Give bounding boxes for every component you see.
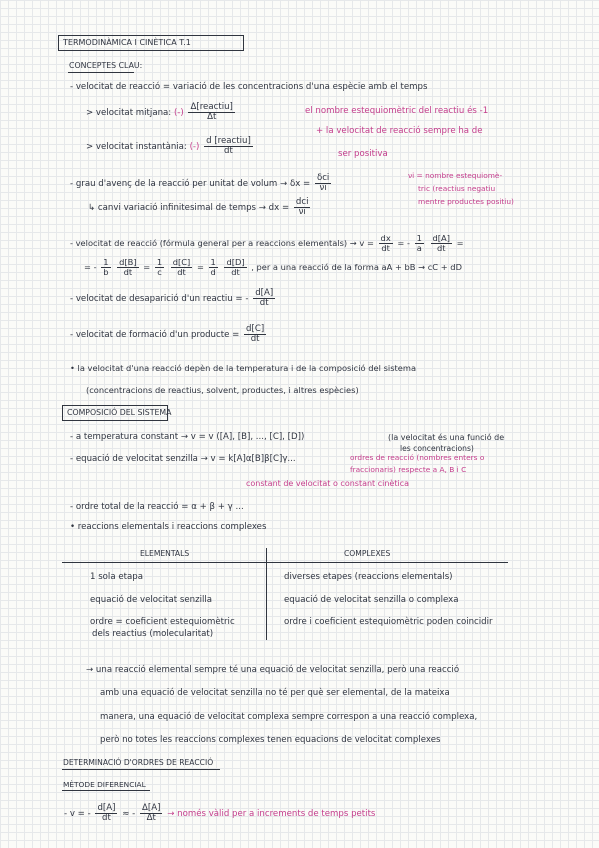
- row2-eq-b: =: [143, 262, 151, 272]
- note-stoichiometric-2: + la velocitat de reacció sempre ha de: [316, 126, 483, 136]
- mean-rate-label: > velocitat mitjana:: [86, 108, 172, 118]
- instant-rate-label: > velocitat instantània:: [86, 142, 187, 152]
- row2-frac-2: [117, 258, 138, 277]
- row2-frac-3: [155, 258, 164, 277]
- differential-frac-1-num: d[A]: [97, 803, 116, 813]
- instant-rate-line: [86, 137, 255, 156]
- mean-rate-denominator: Δt: [207, 112, 217, 122]
- general-rate-row-2: [84, 258, 462, 277]
- rate-constant-note: constant de velocitat o constant cinètica: [246, 479, 410, 488]
- table-cell: equació de velocitat senzilla: [90, 595, 213, 605]
- row2-frac-2-den: dt: [123, 267, 133, 277]
- advance-degree-text: - grau d'avenç de la reacció per unitat de volum →: [70, 179, 288, 189]
- elementary-complex-heading: • reaccions elementals i reaccions complexes: [70, 522, 267, 532]
- advance-degree-denominator: νi: [319, 183, 327, 193]
- nu-note-1: νi = nombre estequiomè-: [408, 171, 503, 180]
- differential-rate-start: - v =: [64, 809, 85, 819]
- row2-frac-4-num: d[C]: [172, 257, 191, 267]
- section-heading-composition: COMPOSICIÓ DEL SISTEMA: [67, 408, 172, 417]
- general-rate-frac-3-den: dt: [436, 243, 446, 253]
- orders-note-2: fraccionaris) respecte a A, B i C: [350, 465, 467, 474]
- row2-frac-1-num: 1: [103, 257, 109, 267]
- infinitesimal-line: [88, 198, 312, 217]
- dependence-line-2: (concentracions de reactius, solvent, productes, i altres espècies): [86, 385, 359, 395]
- row2-reaction-form: , per a una reacció de la forma aA + bB → cC + dD: [251, 262, 462, 272]
- row2-frac-3-den: c: [157, 267, 162, 277]
- table-cell: ordre i coeficient estequiomètric poden coincidir: [284, 617, 493, 627]
- temperature-note-1: (la velocitat és una funció de: [388, 433, 505, 442]
- advance-degree-numerator: δci: [316, 173, 330, 183]
- section-heading-orders: DETERMINACIÓ D'ORDRES DE REACCIÓ: [63, 758, 214, 767]
- general-rate-text: - velocitat de reacció (fórmula general per a reaccions elementals) → v =: [70, 238, 374, 248]
- table-header-complex: COMPLEXES: [344, 549, 391, 558]
- table-cell: equació de velocitat senzilla o complexa: [284, 595, 459, 605]
- table-header-elementary: ELEMENTALS: [140, 549, 190, 558]
- temperature-note-2: les concentracions): [400, 444, 474, 453]
- disappearance-rate-num: d[A]: [255, 288, 274, 298]
- mean-rate-line: [86, 103, 237, 122]
- general-rate-frac-1-den: dt: [381, 243, 390, 253]
- row2-frac-4-den: dt: [177, 267, 186, 277]
- constant-temperature-line: - a temperatura constant → v = v ([A], [B], ..., [C], [D]): [70, 432, 305, 442]
- nu-note-3: mentre productes positiu): [418, 197, 514, 206]
- general-rate-eq-3: =: [456, 238, 464, 248]
- table-cell: 1 sola etapa: [90, 572, 143, 582]
- row2-frac-3-num: 1: [156, 257, 163, 267]
- table-cell: diverses etapes (reaccions elementals): [284, 572, 453, 582]
- infinitesimal-fraction: [294, 198, 311, 217]
- row2-frac-2-num: d[B]: [119, 257, 137, 267]
- differential-method-line: [64, 804, 375, 823]
- table-cell: ordre = coeficient estequiomètric: [90, 617, 235, 627]
- paragraph-line-2: amb una equació de velocitat senzilla no té per què ser elemental, de la mateixa: [100, 688, 450, 698]
- row2-frac-5: [209, 258, 218, 277]
- general-rate-frac-1-num: dx: [380, 233, 391, 243]
- row2-frac-6-den: dt: [231, 267, 240, 277]
- definition-reaction-rate: - velocitat de reacció = variació de les concentracions d'una espècie amb el temps: [70, 82, 428, 92]
- differential-frac-2-den: Δt: [146, 813, 156, 823]
- disappearance-rate-text: - velocitat de desaparició d'un reactiu =: [70, 294, 243, 304]
- differential-frac-1-den: dt: [102, 813, 111, 823]
- differential-note: → només vàlid per a increments de temps petits: [167, 809, 376, 819]
- disappearance-rate-den: dt: [259, 298, 269, 308]
- note-stoichiometric-3: ser positiva: [338, 149, 388, 159]
- row2-frac-5-den: d: [210, 267, 216, 277]
- total-order-line: - ordre total de la reacció = α + β + γ ...: [70, 502, 244, 512]
- differential-approx: ≈ -: [122, 809, 136, 819]
- infinitesimal-text: ↳ canvi variació infinitesimal de temps → dx =: [88, 203, 290, 213]
- disappearance-rate-sign: -: [245, 294, 249, 304]
- row2-frac-6: [224, 258, 246, 277]
- dependence-line-1: • la velocitat d'una reacció depèn de la temperatura i de la composició del sistema: [70, 363, 417, 373]
- formation-rate-fraction: [244, 325, 266, 344]
- general-rate-frac-2-num: 1: [416, 233, 422, 243]
- formation-rate-text: - velocitat de formació d'un producte =: [70, 330, 240, 340]
- infinitesimal-denominator: νi: [298, 207, 306, 217]
- mean-rate-fraction: [188, 103, 234, 122]
- general-rate-frac-3-num: d[A]: [432, 233, 450, 243]
- general-rate-eq-2: = -: [397, 238, 410, 248]
- formation-rate-num: d[C]: [246, 324, 265, 334]
- mean-rate-numerator: Δ[reactiu]: [190, 102, 233, 112]
- paragraph-line-1: → una reacció elemental sempre té una equació de velocitat senzilla, però una reacció: [86, 665, 460, 675]
- table-cell: dels reactius (molecularitat): [92, 629, 214, 639]
- row2-eq-a: = -: [84, 262, 97, 272]
- instant-rate-denominator: dt: [224, 146, 233, 156]
- general-rate-frac-2: [415, 234, 424, 253]
- page-title: TERMODINÀMICA I CINÈTICA T.1: [63, 38, 191, 47]
- disappearance-rate-fraction: [253, 289, 275, 308]
- differential-rate-sign: -: [87, 809, 91, 819]
- advance-degree-fraction: [315, 174, 331, 193]
- table-column-divider: [266, 548, 267, 640]
- general-rate-frac-1: [379, 234, 393, 253]
- general-rate-frac-3: [431, 234, 452, 253]
- orders-note-1: ordres de reacció (nombres enters o: [350, 453, 485, 462]
- formation-rate-line: [70, 325, 268, 344]
- row2-frac-6-num: d[D]: [226, 257, 245, 267]
- note-stoichiometric-1: el nombre estequiomètric del reactiu és -1: [305, 106, 489, 116]
- infinitesimal-numerator: dci: [295, 197, 309, 207]
- nu-note-2: tric (reactius negatiu: [418, 184, 496, 193]
- section-underline: [68, 72, 134, 73]
- advance-degree-line: [70, 174, 333, 193]
- paragraph-line-4: però no totes les reaccions complexes tenen equacions de velocitat complexes: [100, 735, 441, 745]
- row2-frac-1-den: b: [103, 267, 109, 277]
- instant-rate-numerator: d [reactiu]: [206, 136, 251, 146]
- table-header-rule: [62, 562, 508, 563]
- advance-degree-lhs: δx =: [289, 179, 311, 189]
- differential-frac-2: [140, 804, 162, 823]
- row2-frac-4: [171, 258, 193, 277]
- instant-rate-fraction: [204, 137, 253, 156]
- mean-rate-sign: (-): [173, 108, 184, 118]
- paragraph-line-3: manera, una equació de velocitat complexa sempre correspon a una reacció complexa,: [100, 712, 478, 722]
- row2-eq-c: =: [196, 262, 204, 272]
- section-underline-differential: [62, 790, 150, 791]
- differential-frac-1: [95, 804, 117, 823]
- section-heading-key-concepts: CONCEPTES CLAU:: [69, 61, 143, 70]
- formation-rate-den: dt: [250, 334, 260, 344]
- instant-rate-sign: (-): [189, 142, 200, 152]
- section-heading-differential: MÈTODE DIFERENCIAL: [63, 780, 146, 789]
- general-rate-frac-2-den: a: [416, 243, 422, 253]
- row2-frac-5-num: 1: [210, 257, 216, 267]
- differential-frac-2-num: Δ[A]: [142, 803, 161, 813]
- disappearance-rate-line: [70, 289, 277, 308]
- rate-equation-line: - equació de velocitat senzilla → v = k[A]α[B]β[C]γ...: [70, 454, 296, 464]
- section-underline-orders: [62, 769, 220, 770]
- general-rate-line: [70, 234, 464, 253]
- row2-frac-1: [101, 258, 110, 277]
